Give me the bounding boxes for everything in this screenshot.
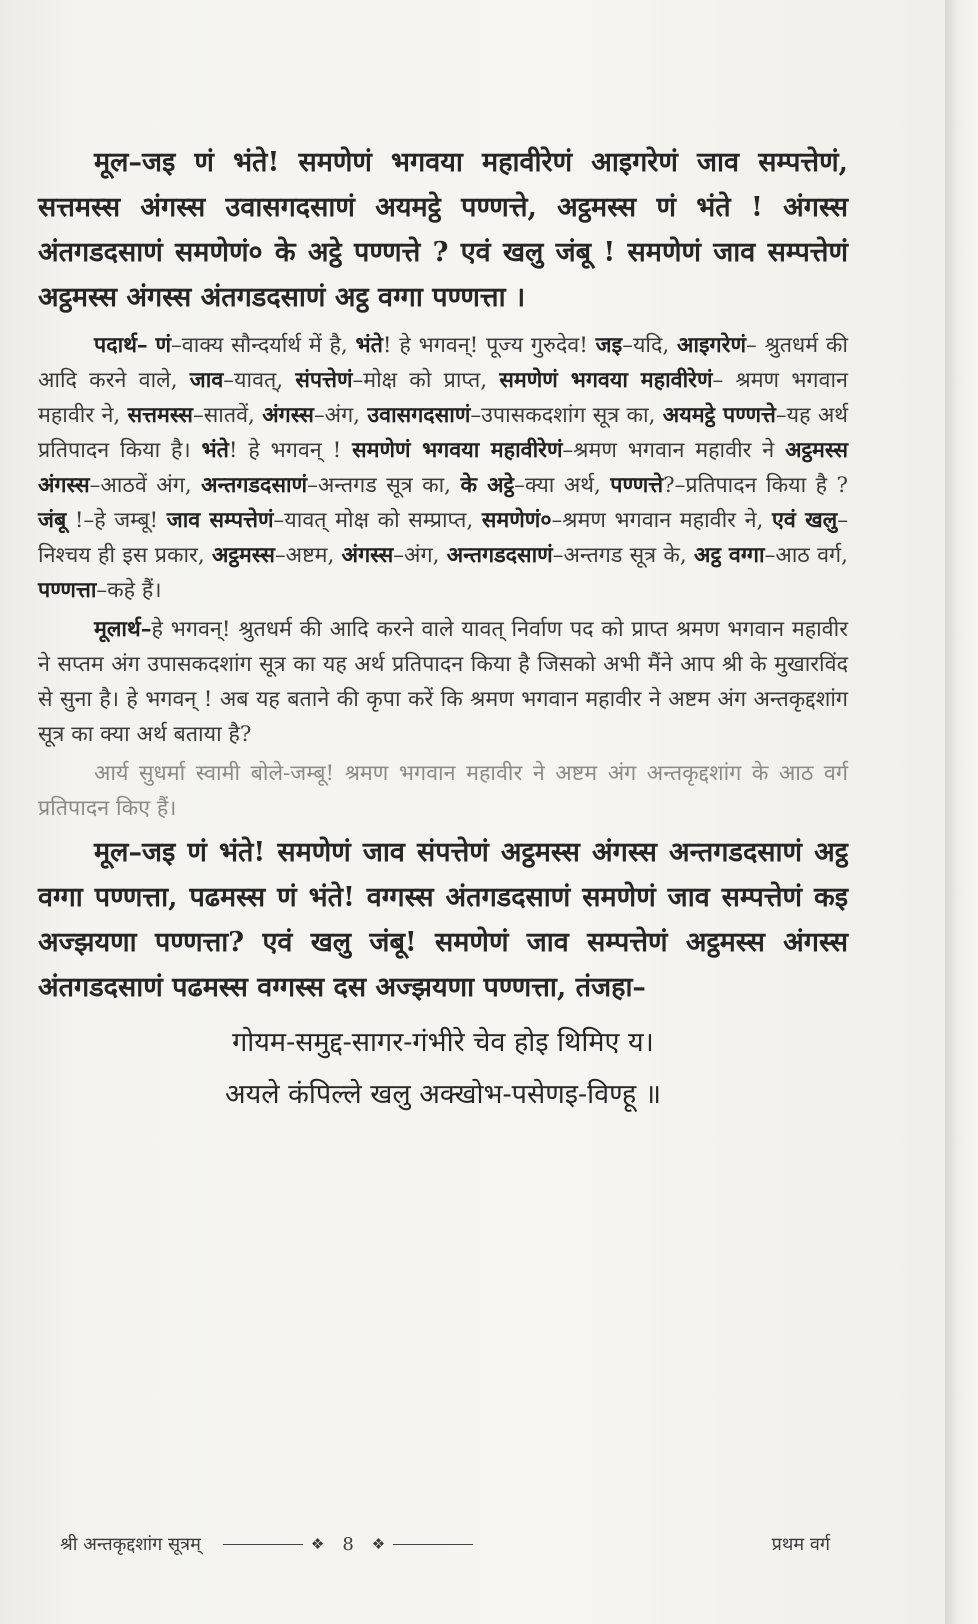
- padarth-meaning: –मोक्ष को प्राप्त,: [352, 368, 500, 393]
- padarth-meaning: ?–प्रतिपादन किया है ?: [663, 473, 849, 498]
- padarth-word: पण्णत्ता: [38, 578, 97, 603]
- padarth-meaning: –क्या अर्थ,: [514, 473, 611, 498]
- divider-left: [223, 1544, 303, 1545]
- padarth-word: अट्ठ वग्गा: [694, 543, 765, 568]
- moolarth-paragraph: [38, 612, 848, 752]
- padarth-meaning: –अन्तगड सूत्र का,: [307, 473, 461, 498]
- padarth-meaning: –श्रमण भगवान महावीर ने,: [551, 508, 772, 533]
- padarth-meaning: –यदि,: [622, 333, 678, 358]
- padarth-word: सत्तमस्स: [127, 403, 193, 428]
- padarth-label: पदार्थ–: [94, 333, 148, 358]
- section-name: प्रथम वर्ग: [771, 1534, 830, 1555]
- padarth-word: समणेणं भगवया महावीरेणं: [499, 368, 713, 393]
- padarth-word: अयमट्ठे पण्णत्ते: [662, 403, 776, 428]
- padarth-meaning: –आठ वर्ग,: [764, 543, 848, 568]
- padarth-word: अन्तगडदसाणं: [446, 543, 553, 568]
- padarth-word: अंगस्स: [262, 403, 314, 428]
- padarth-meaning: –कहे हैं।: [96, 578, 162, 603]
- padarth-word: णं: [155, 333, 172, 358]
- padarth-word: अन्तगडदसाणं: [201, 473, 308, 498]
- padarth-meaning: –अन्तगड सूत्र के,: [552, 543, 695, 568]
- padarth-meaning: –अंग,: [393, 543, 447, 568]
- book-title: श्री अन्तकृद्दशांग सूत्रम्: [60, 1534, 201, 1555]
- padarth-word: आइगरेणं: [677, 333, 747, 358]
- padarth-meaning: !–हे जम्बू!: [66, 508, 167, 533]
- padarth-meaning: – श्रमण भगवान महावीर ने,: [38, 368, 848, 428]
- divider-right: [393, 1544, 473, 1545]
- ornament-icon: ❖: [371, 1535, 386, 1553]
- padarth-meaning: –आठवें अंग,: [89, 473, 202, 498]
- verse-line-2: अयले कंपिल्ले खलु अक्खोभ-पसेणइ-विण्हू ॥: [224, 1079, 662, 1110]
- padarth-word: के अट्ठे: [460, 473, 515, 498]
- padarth-meaning: ! हे भगवन्! पूज्य गुरुदेव!: [382, 333, 596, 358]
- page-content: [38, 140, 848, 1120]
- padarth-meaning: –श्रमण भगवान महावीर ने: [562, 438, 786, 463]
- padarth-meaning: –सातवें,: [192, 403, 263, 428]
- verse-line-1: गोयम-समुद्द-सागर-गंभीरे चेव होइ थिमिए य।: [232, 1027, 654, 1058]
- padarth-word: अट्ठमस्स: [211, 543, 275, 568]
- padarth-word: जाव: [189, 368, 224, 393]
- sudharma-paragraph: [38, 756, 848, 826]
- mool-paragraph-2: मूल–जइ णं भंते! समणेणं जाव संपत्तेणं अट्ठमस्स अंगस्स अन्तगडदसाणं अट्ठ वग्गा पण्णत्ता, पढमस्स णं भंते! वग्गस्स अंतगडदसाणं समणेणं जाव सम्पत्तेणं कइ अज्झयणा पण्णत्ता? एवं खलु जंबू! समणेणं जाव सम्पत्तेणं अट्ठमस्स अंगस्स अंतगडदसाणं पढमस्स वग्गस्स दस अज्झयणा पण्णत्ता, तंजहा–: [38, 837, 848, 1003]
- padarth-meaning: –अंग,: [313, 403, 368, 428]
- padarth-meaning: –अष्टम,: [274, 543, 342, 568]
- padarth-word: उवासगदसाणं: [367, 403, 471, 428]
- padarth-meaning: –यावत् मोक्ष को सम्प्राप्त,: [273, 508, 482, 533]
- padarth-meaning: –उपासकदशांग सूत्र का,: [470, 403, 663, 428]
- sudharma-text: आर्य सुधर्मा स्वामी बोले-जम्बू! श्रमण भगवान महावीर ने अष्टम अंग अन्तकृद्दशांग के आठ वर्ग प्रतिपादन किए हैं।: [38, 761, 848, 821]
- padarth-meaning: – श्रुतधर्म की आदि करने वाले,: [38, 333, 848, 393]
- padarth-word: एवं खलु: [771, 508, 838, 533]
- padarth-word: समणेणं भगवया महावीरेणं: [352, 438, 563, 463]
- padarth-word: अट्ठमस्स अंगस्स: [38, 438, 848, 498]
- page-number-separator: [223, 1534, 473, 1555]
- padarth-word: भंते: [355, 333, 383, 358]
- padarth-meaning: ! हे भगवन् !: [228, 438, 353, 463]
- padarth-word: संपत्तेणं: [295, 368, 353, 393]
- padarth-meaning: –निश्चय ही इस प्रकार,: [38, 508, 849, 568]
- padarth-word: समणेणं०: [481, 508, 552, 533]
- padarth-paragraph: [38, 328, 848, 608]
- padarth-word: पण्णत्ते: [610, 473, 664, 498]
- page-edge: [945, 0, 978, 1624]
- padarth-word: भंते: [201, 438, 229, 463]
- padarth-word: जइ: [595, 333, 623, 358]
- padarth-word: जंबू: [38, 508, 67, 533]
- page-footer: [60, 1532, 830, 1556]
- page-number: 8: [342, 1533, 354, 1555]
- padarth-word: जाव सम्पत्तेणं: [166, 508, 274, 533]
- mool-paragraph-1: मूल–जइ णं भंते! समणेणं भगवया महावीरेणं आइगरेणं जाव सम्पत्तेणं, सत्तमस्स अंगस्स उवासगदसाणं अयमट्ठे पण्णत्ते, अट्ठमस्स णं भंते ! अंगस्स अंतगडदसाणं समणेणं० के अट्ठे पण्णत्ते ? एवं खलु जंबू ! समणेणं जाव सम्पत्तेणं अट्ठमस्स अंगस्स अंतगडदसाणं अट्ठ वग्गा पण्णत्ता ।: [38, 147, 848, 313]
- moolarth-text: हे भगवन्! श्रुतधर्म की आदि करने वाले यावत् निर्वाण पद को प्राप्त श्रमण भगवान महावीर ने सप्तम अंग उपासकदशांग सूत्र का यह अर्थ प्रतिपादन किया है जिसको अभी मैंने आप श्री के मुखारविंद से सुना है। हे भगवन् ! अब यह बताने की कृपा करें कि श्रमण भगवान महावीर ने अष्टम अंग अन्तकृद्दशांग सूत्र का क्या अर्थ बताया है?: [38, 617, 848, 747]
- moolarth-label: मूलार्थ–: [94, 617, 152, 642]
- padarth-meaning: –यह अर्थ प्रतिपादन किया है।: [38, 403, 849, 463]
- ornament-icon: ❖: [310, 1535, 325, 1553]
- padarth-meaning: –वाक्य सौन्दर्यार्थ में है,: [171, 333, 356, 358]
- padarth-meaning: –यावत्,: [223, 368, 296, 393]
- padarth-word: अंगस्स: [341, 543, 394, 568]
